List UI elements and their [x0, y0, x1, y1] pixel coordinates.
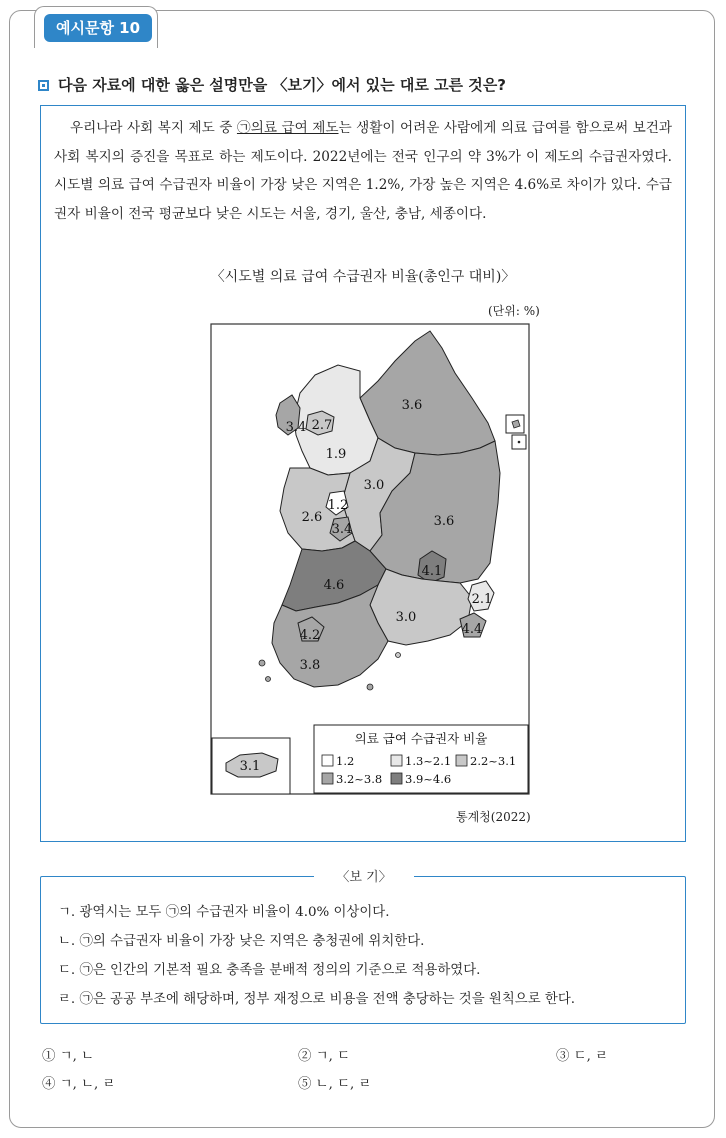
value-incheon: 3.4 [285, 420, 307, 435]
choice-4[interactable]: ④ ㄱ, ㄴ, ㄹ [42, 1077, 116, 1092]
square-bullet-icon [38, 80, 49, 91]
island [259, 660, 265, 666]
value-gyeonggi: 1.9 [325, 447, 347, 462]
bogi-items [58, 898, 682, 1014]
dokdo-island [518, 441, 521, 444]
choice-3[interactable]: ③ ㄷ, ㄹ [556, 1049, 609, 1064]
island [396, 653, 401, 658]
value-gwangju: 4.2 [299, 628, 321, 643]
passage-part1: 우리나라 사회 복지 제도 중 [70, 120, 237, 136]
value-busan: 4.4 [461, 622, 483, 637]
value-jeju: 3.1 [239, 759, 261, 774]
legend-label-1: 1.2 [336, 754, 355, 768]
korea-map [210, 323, 530, 795]
legend-swatch-3 [456, 755, 467, 766]
map-unit: (단위: %) [488, 304, 540, 318]
legend-swatch-2 [391, 755, 402, 766]
choice-2[interactable]: ② ㄱ, ㄷ [298, 1049, 351, 1064]
legend-label-3: 2.2~3.1 [470, 754, 517, 768]
bogi-item-4: ㄹ. ㉠은 공공 부조에 해당하며, 정부 재정으로 비용을 전액 충당하는 것을 원칙으로 한다. [58, 992, 576, 1007]
legend-swatch-4 [322, 773, 333, 784]
value-jeonnam: 3.8 [299, 658, 321, 673]
value-chungnam: 2.6 [301, 510, 323, 525]
island [367, 684, 373, 690]
value-daejeon: 3.4 [331, 522, 353, 537]
island [266, 677, 271, 682]
map-legend [314, 725, 528, 793]
value-daegu: 4.1 [421, 564, 443, 579]
map-source: 통계청(2022) [456, 810, 531, 824]
value-sejong: 1.2 [327, 498, 349, 513]
legend-label-4: 3.2~3.8 [336, 772, 383, 786]
question-stem [38, 74, 698, 95]
legend-swatch-1 [322, 755, 333, 766]
legend-label-5: 3.9~4.6 [405, 772, 452, 786]
legend-label-2: 1.3~2.1 [405, 754, 452, 768]
value-ulsan: 2.1 [471, 592, 493, 607]
passage-underlined-term: ㉠의료 급여 제도 [236, 120, 339, 136]
legend-swatch-5 [391, 773, 402, 784]
bogi-item-3: ㄷ. ㉠은 인간의 기본적 필요 충족을 분배적 정의의 기준으로 적용하였다. [58, 963, 481, 978]
choice-1[interactable]: ① ㄱ, ㄴ [42, 1049, 95, 1064]
value-chungbuk: 3.0 [363, 478, 385, 493]
bogi-item-2: ㄴ. ㉠의 수급권자 비율이 가장 낮은 지역은 충청권에 위치한다. [58, 934, 425, 949]
value-gangwon: 3.6 [401, 398, 423, 413]
map-title: 〈시도별 의료 급여 수급권자 비율(총인구 대비)〉 [210, 269, 516, 285]
value-gyeongnam: 3.0 [395, 610, 417, 625]
ulleung-island [512, 420, 520, 428]
bogi-label: 〈보 기〉 [314, 866, 414, 885]
question-number-badge: 예시문항 10 [44, 14, 152, 42]
legend-title: 의료 급여 수급권자 비율 [354, 731, 488, 746]
value-gyeongbuk: 3.6 [433, 514, 455, 529]
bogi-item-1: ㄱ. 광역시는 모두 ㉠의 수급권자 비율이 4.0% 이상이다. [58, 905, 390, 920]
value-seoul: 2.7 [311, 418, 333, 433]
value-jeonbuk: 4.6 [323, 578, 345, 593]
question-text: 다음 자료에 대한 옳은 설명만을 〈보기〉에서 있는 대로 고른 것은? [58, 76, 506, 94]
passage [54, 114, 672, 228]
choice-5[interactable]: ⑤ ㄴ, ㄷ, ㄹ [298, 1077, 372, 1092]
passage-part2: 는 생활이 어려운 사람에게 의료 급여를 함으로써 보건과 사회 복지의 증진을 목표로 하는 제도이다. 2022년에는 전국 인구의 약 3%가 이 제도의 수급권자였다. 시도별 의료 급여 수급권자 비율이 가장 낮은 지역은 1.2%, 가장 높은 지역은 4.6%로 차이가 있다. 수급권자 비율이 전국 평균보다 낮은 시도는 서울, 경기, 울산, 충남, 세종이다. [54, 120, 672, 222]
